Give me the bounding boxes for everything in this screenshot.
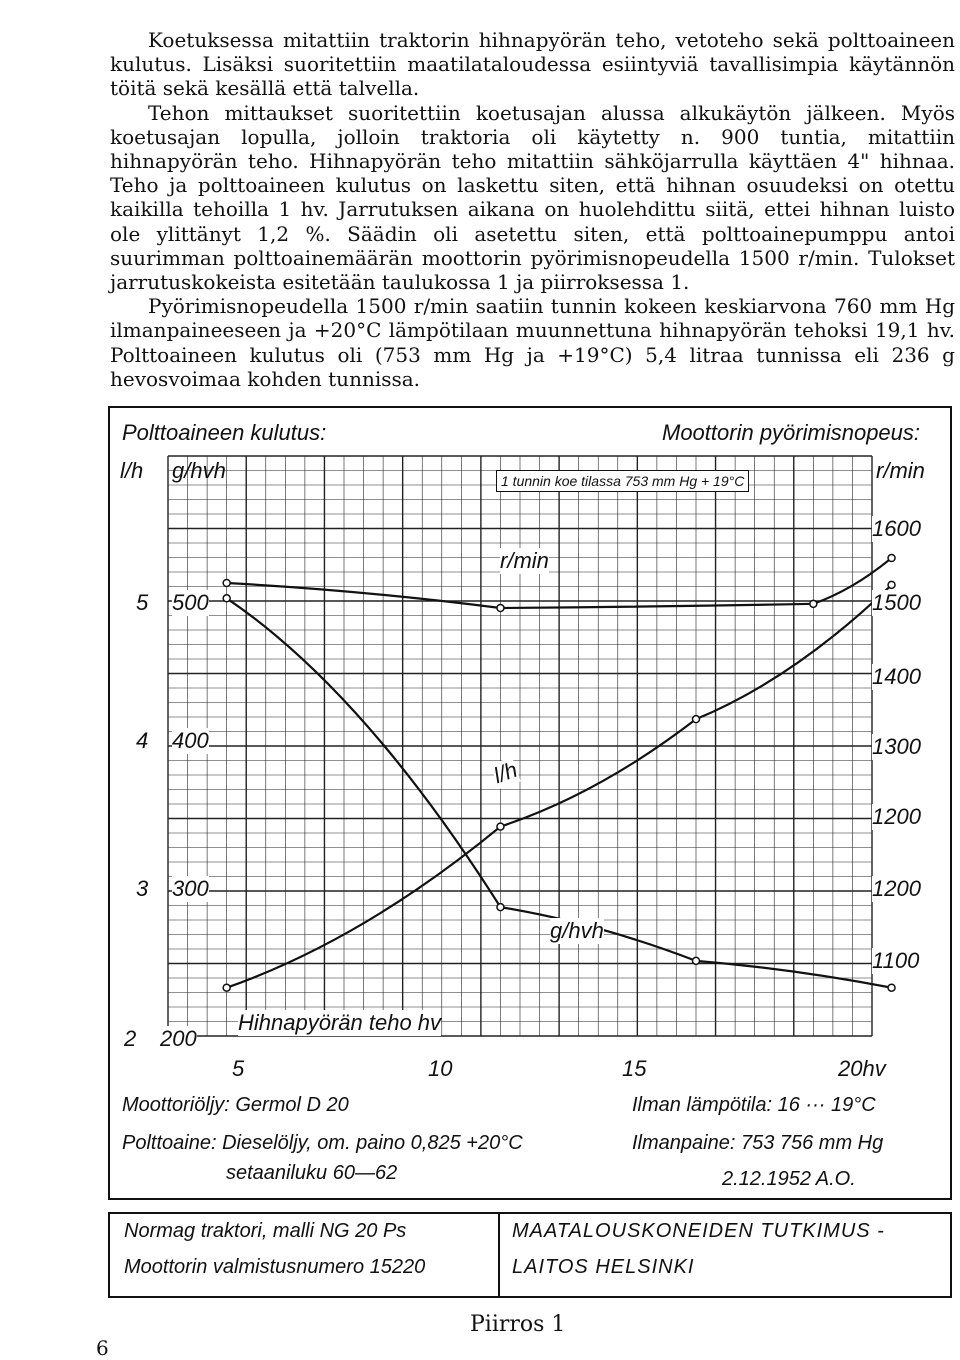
body-text xyxy=(110,28,955,391)
footer-box xyxy=(108,1212,952,1298)
engine-speed-title: Moottorin pyörimisnopeus: xyxy=(662,420,921,445)
test-note: 1 tunnin koe tilassa 753 mm Hg + 19°C xyxy=(496,470,749,492)
data-point xyxy=(888,555,895,562)
tick-r-1200b: 1200 xyxy=(872,876,921,901)
tick-ghvh-500: 500 xyxy=(172,590,209,615)
tick-x-10: 10 xyxy=(428,1056,453,1081)
data-point xyxy=(497,605,504,612)
tick-lh-3: 3 xyxy=(136,876,149,901)
curve-label-rmin: r/min xyxy=(500,548,549,573)
tick-r-1500: 1500 xyxy=(872,590,921,615)
tick-ghvh-300: 300 xyxy=(172,876,209,901)
paragraph-1: Koetuksessa mitattiin traktorin hihnapyörän teho, vetoteho sekä polttoaineen kulutus. Lisäksi suoritettiin maatilataloudessa esiintyviä tavallisimpia käytännön töitä sekä kesällä että talvella. xyxy=(110,28,955,101)
chart-grid xyxy=(168,456,872,1036)
tick-r-1400: 1400 xyxy=(872,664,921,689)
tick-ghvh-200: 200 xyxy=(160,1026,197,1051)
tractor-model: Normag traktori, malli NG 20 Ps xyxy=(124,1220,407,1242)
fuel-info: Polttoaine: Dieselöljy, om. paino 0,825 +20°C xyxy=(122,1132,523,1154)
engine-oil: Moottoriöljy: Germol D 20 xyxy=(122,1094,349,1116)
unit-ghvh: g/hvh xyxy=(172,458,226,483)
page-number: 6 xyxy=(96,1336,109,1360)
unit-lh: l/h xyxy=(120,458,144,483)
unit-rmin: r/min xyxy=(876,458,925,483)
cetane-number: setaaniluku 60—62 xyxy=(226,1162,398,1184)
footer-divider xyxy=(498,1214,500,1296)
tick-r-1200a: 1200 xyxy=(872,804,921,829)
engine-serial: Moottorin valmistusnumero 15220 xyxy=(124,1256,426,1278)
data-point xyxy=(223,984,230,991)
chart-frame xyxy=(108,406,952,1200)
tick-x-20: 20hv xyxy=(838,1056,886,1081)
paragraph-2: Tehon mittaukset suoritettiin koetusajan alussa alkukäytön jälkeen. Myös koetusajan lopulla, jolloin traktoria oli käytetty n. 900 tuntia, mitattiin hihnapyörän teho. Hihnapyörän teho mitattiin sähköjarrulla käyttäen 4" hihnaa. Teho ja polttoaineen kulutus on laskettu siten, että hihnan osuudeksi on otettu kaikilla tehoilla 1 hv. Jarrutuksen aikana on huolehdittu siitä, ettei hihnan luisto ole ylittänyt 1,2 %. Säädin oli asetettu siten, että polttoainepumppu antoi suurimman polttoainemäärän moottorin pyörimisnopeudella 1500 r/min. Tulokset jarrutuskokeista esitetään taulukossa 1 ja piirroksessa 1. xyxy=(110,100,955,295)
figure-caption: Piirros 1 xyxy=(470,1312,566,1337)
data-point xyxy=(888,984,895,991)
date-signature: 2.12.1952 A.O. xyxy=(722,1168,856,1190)
tick-lh-4: 4 xyxy=(136,728,149,753)
curve-label-ghvh: g/hvh xyxy=(550,918,604,943)
data-point xyxy=(497,823,504,830)
data-point xyxy=(223,595,230,602)
data-point xyxy=(693,957,700,964)
tick-x-15: 15 xyxy=(622,1056,647,1081)
institute-name: MAATALOUSKONEIDEN TUTKIMUS - xyxy=(512,1220,885,1242)
institute-city: LAITOS HELSINKI xyxy=(512,1256,695,1278)
air-temperature: Ilman lämpötila: 16 ··· 19°C xyxy=(632,1094,876,1116)
data-point xyxy=(888,581,895,588)
x-axis-label: Hihnapyörän teho hv xyxy=(238,1010,442,1035)
tick-ghvh-400: 400 xyxy=(172,728,209,753)
tick-lh-5: 5 xyxy=(136,590,149,615)
fuel-consumption-title: Polttoaineen kulutus: xyxy=(122,420,327,445)
data-point xyxy=(693,716,700,723)
data-point xyxy=(497,904,504,911)
paragraph-3: Pyörimisnopeudella 1500 r/min saatiin tunnin kokeen keskiarvona 760 mm Hg ilmanpaineeseen ja +20°C lämpötilaan muunnettuna hihnapyörän tehoksi 19,1 hv. Polttoaineen kulutus oli (753 mm Hg ja +19°C) 5,4 litraa tunnissa eli 236 g hevosvoimaa kohden tunnissa. xyxy=(110,294,955,391)
tick-r-1300: 1300 xyxy=(872,734,921,759)
tick-r-1100: 1100 xyxy=(872,948,920,973)
curve-label-lh: l/h xyxy=(490,756,521,789)
air-pressure: Ilmanpaine: 753 756 mm Hg xyxy=(632,1132,884,1154)
data-point xyxy=(223,580,230,587)
tick-lh-2: 2 xyxy=(124,1026,137,1051)
tick-r-1600: 1600 xyxy=(872,516,921,541)
tick-x-5: 5 xyxy=(232,1056,245,1081)
data-point xyxy=(810,600,817,607)
